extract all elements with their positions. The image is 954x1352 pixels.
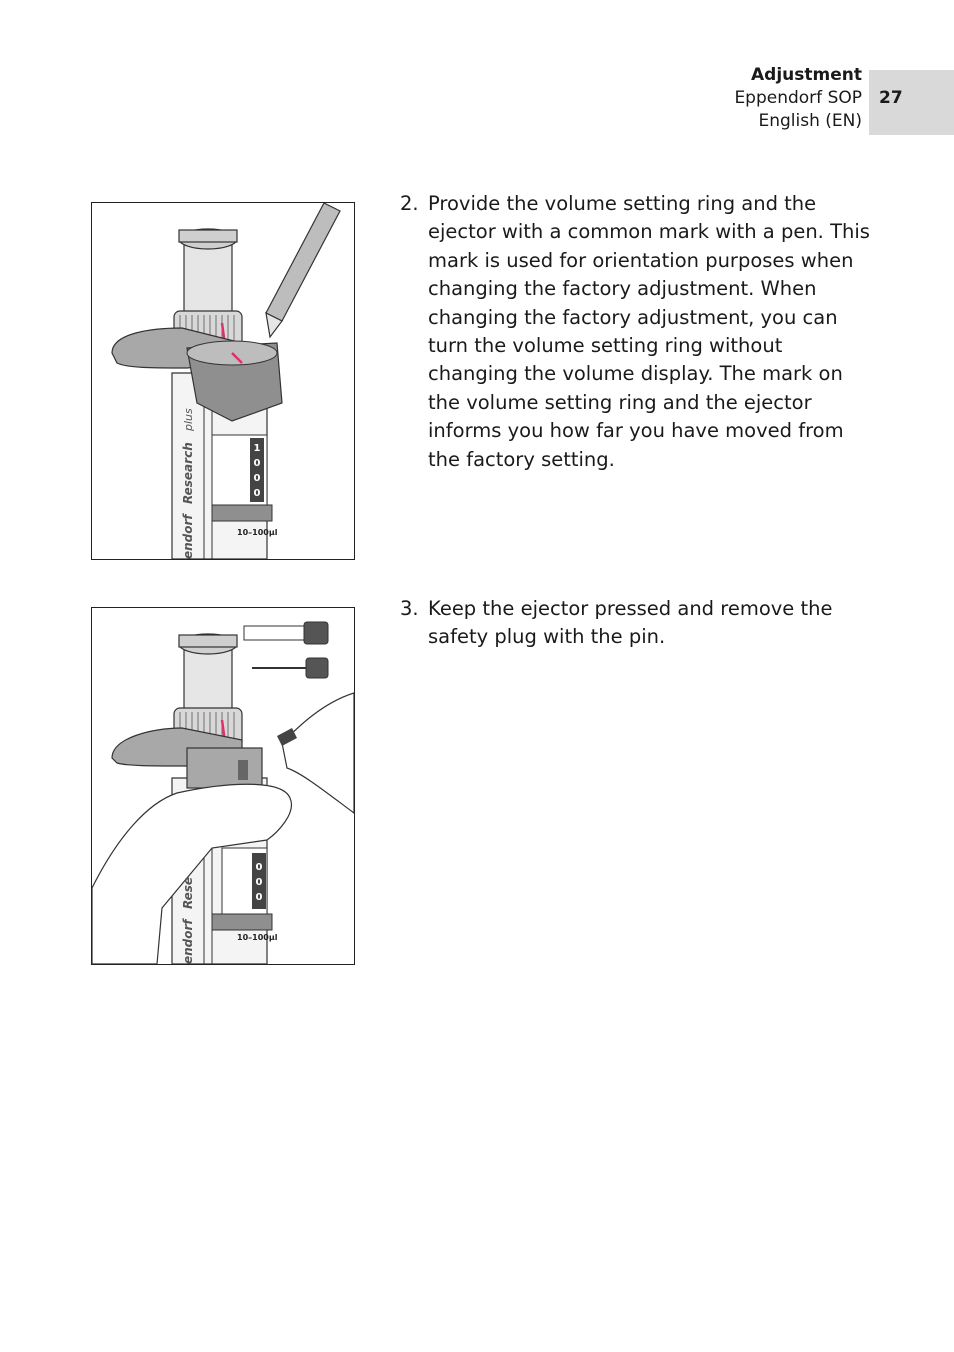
display-digit: 1 xyxy=(253,443,261,454)
section-title: Adjustment xyxy=(751,65,862,85)
display-digit: 0 xyxy=(255,862,263,873)
volume-band xyxy=(212,505,272,521)
page-number-tab xyxy=(869,70,954,135)
step-text: Keep the ejector pressed and remove the safety plug with the pin. xyxy=(428,597,833,649)
step-text: Provide the volume setting ring and the ejector with a common mark with a pen. This mark is used for orientation purposes when changing the factory adjustment. When changing the factory adjustment, you can turn the volume setting ring without changing the volume display. The mark on the volume setting ring and the ejector informs you how far you have moved from the factory setting. xyxy=(428,192,870,471)
page-number: 27 xyxy=(879,88,903,108)
step-number: 2. xyxy=(400,192,419,215)
plug-head xyxy=(304,622,328,644)
plunger-cap-rim xyxy=(179,230,237,242)
pin-head xyxy=(306,658,328,678)
brand-text: endorf xyxy=(181,919,195,964)
model-text: Rese xyxy=(181,876,195,909)
display-digit: 0 xyxy=(255,892,263,903)
display-digit: 0 xyxy=(253,458,261,469)
display-digit: 0 xyxy=(255,877,263,888)
step-number: 3. xyxy=(400,597,419,620)
pen-barrel xyxy=(266,203,340,321)
plunger-cap-rim xyxy=(179,635,237,647)
brand-text: endorf xyxy=(181,514,195,559)
volume-band xyxy=(212,914,272,930)
pipette-pen-illustration xyxy=(92,203,354,559)
ejector xyxy=(187,748,262,788)
ejector-slot xyxy=(238,760,248,780)
brand-text-group xyxy=(181,877,195,964)
figure-remove-plug xyxy=(91,607,355,965)
document-title: Eppendorf SOP xyxy=(734,88,862,108)
brand-text-group xyxy=(181,408,195,559)
figure-pen-mark xyxy=(91,202,355,560)
display-digit: 0 xyxy=(253,473,261,484)
volume-range-label: 10–100µl xyxy=(237,528,278,537)
model-suffix-text: plus xyxy=(182,408,195,431)
plug-shaft xyxy=(244,626,304,640)
pipette-plug-illustration xyxy=(92,608,354,964)
step-3 xyxy=(400,595,870,652)
right-hand xyxy=(282,693,354,813)
model-text: Research xyxy=(181,442,195,504)
volume-range-label: 10–100µl xyxy=(237,933,278,942)
step-2 xyxy=(400,190,870,474)
page-header xyxy=(734,64,862,133)
display-digit: 0 xyxy=(253,488,261,499)
language-label: English (EN) xyxy=(758,111,862,131)
